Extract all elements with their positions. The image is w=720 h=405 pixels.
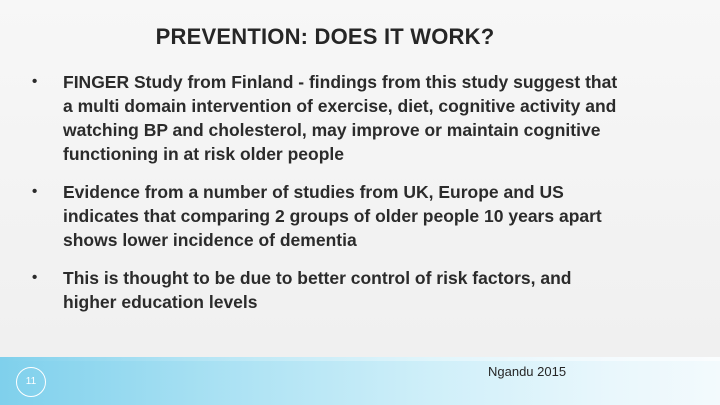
bullet-icon: • xyxy=(32,269,38,286)
slide-title: PREVENTION: DOES IT WORK? xyxy=(155,24,495,49)
bullet-icon: • xyxy=(32,73,38,90)
footer-band xyxy=(0,357,720,405)
bullet-text: FINGER Study from Finland - findings from this study suggest that a multi domain intervention of exercise, diet, cognitive activity and watching BP and cholesterol, may improve or maintain cognitive functioning in at risk older people xyxy=(63,72,618,164)
bullet-item xyxy=(28,70,628,166)
bullet-text: This is thought to be due to better control of risk factors, and higher education levels xyxy=(63,268,572,312)
bullet-item xyxy=(28,266,628,314)
page-number-badge: 11 xyxy=(16,367,46,397)
bullet-text: Evidence from a number of studies from UK, Europe and US indicates that comparing 2 groups of older people 10 years apart shows lower incidence of dementia xyxy=(63,182,602,250)
bullet-list xyxy=(28,70,628,328)
citation-text: Ngandu 2015 xyxy=(488,364,567,379)
bullet-icon: • xyxy=(32,183,38,200)
bullet-item xyxy=(28,180,628,252)
